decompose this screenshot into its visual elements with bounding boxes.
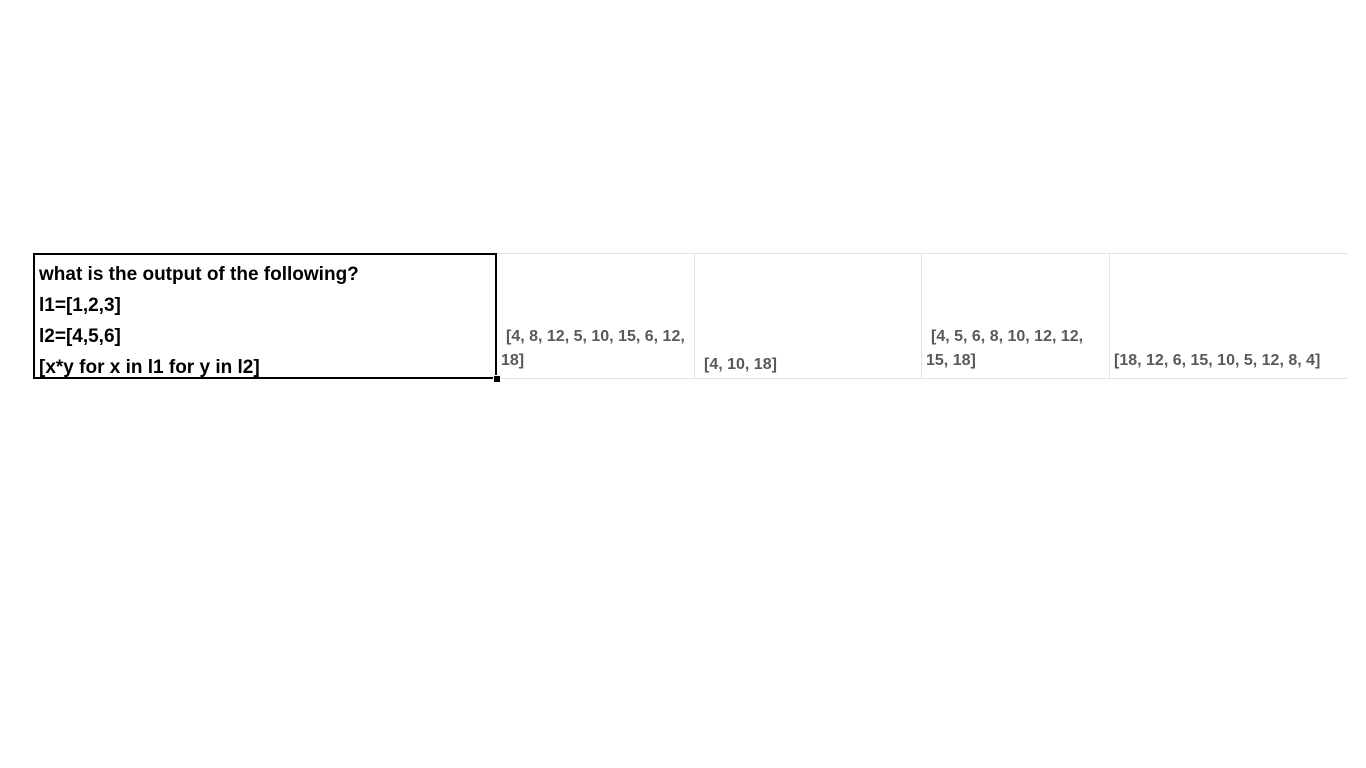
question-list1: l1=[1,2,3] — [39, 295, 121, 316]
question-expression: [x*y for x in l1 for y in l2] — [39, 357, 260, 378]
question-text: what is the output of the following? — [39, 264, 359, 285]
option-b-cell[interactable] — [695, 253, 922, 379]
question-cell[interactable] — [33, 253, 497, 379]
option-b-text: [4, 10, 18] — [704, 356, 777, 373]
option-d-text: [18, 12, 6, 15, 10, 5, 12, 8, 4] — [1114, 352, 1321, 369]
option-c-text: [4, 5, 6, 8, 10, 12, 12, 15, 18] — [926, 328, 1084, 369]
option-c-cell[interactable] — [922, 253, 1110, 379]
option-d-cell[interactable] — [1110, 253, 1348, 379]
option-a-cell[interactable] — [497, 253, 695, 379]
option-a-text: [4, 8, 12, 5, 10, 15, 6, 12, 18] — [501, 328, 685, 369]
question-list2: l2=[4,5,6] — [39, 326, 121, 347]
